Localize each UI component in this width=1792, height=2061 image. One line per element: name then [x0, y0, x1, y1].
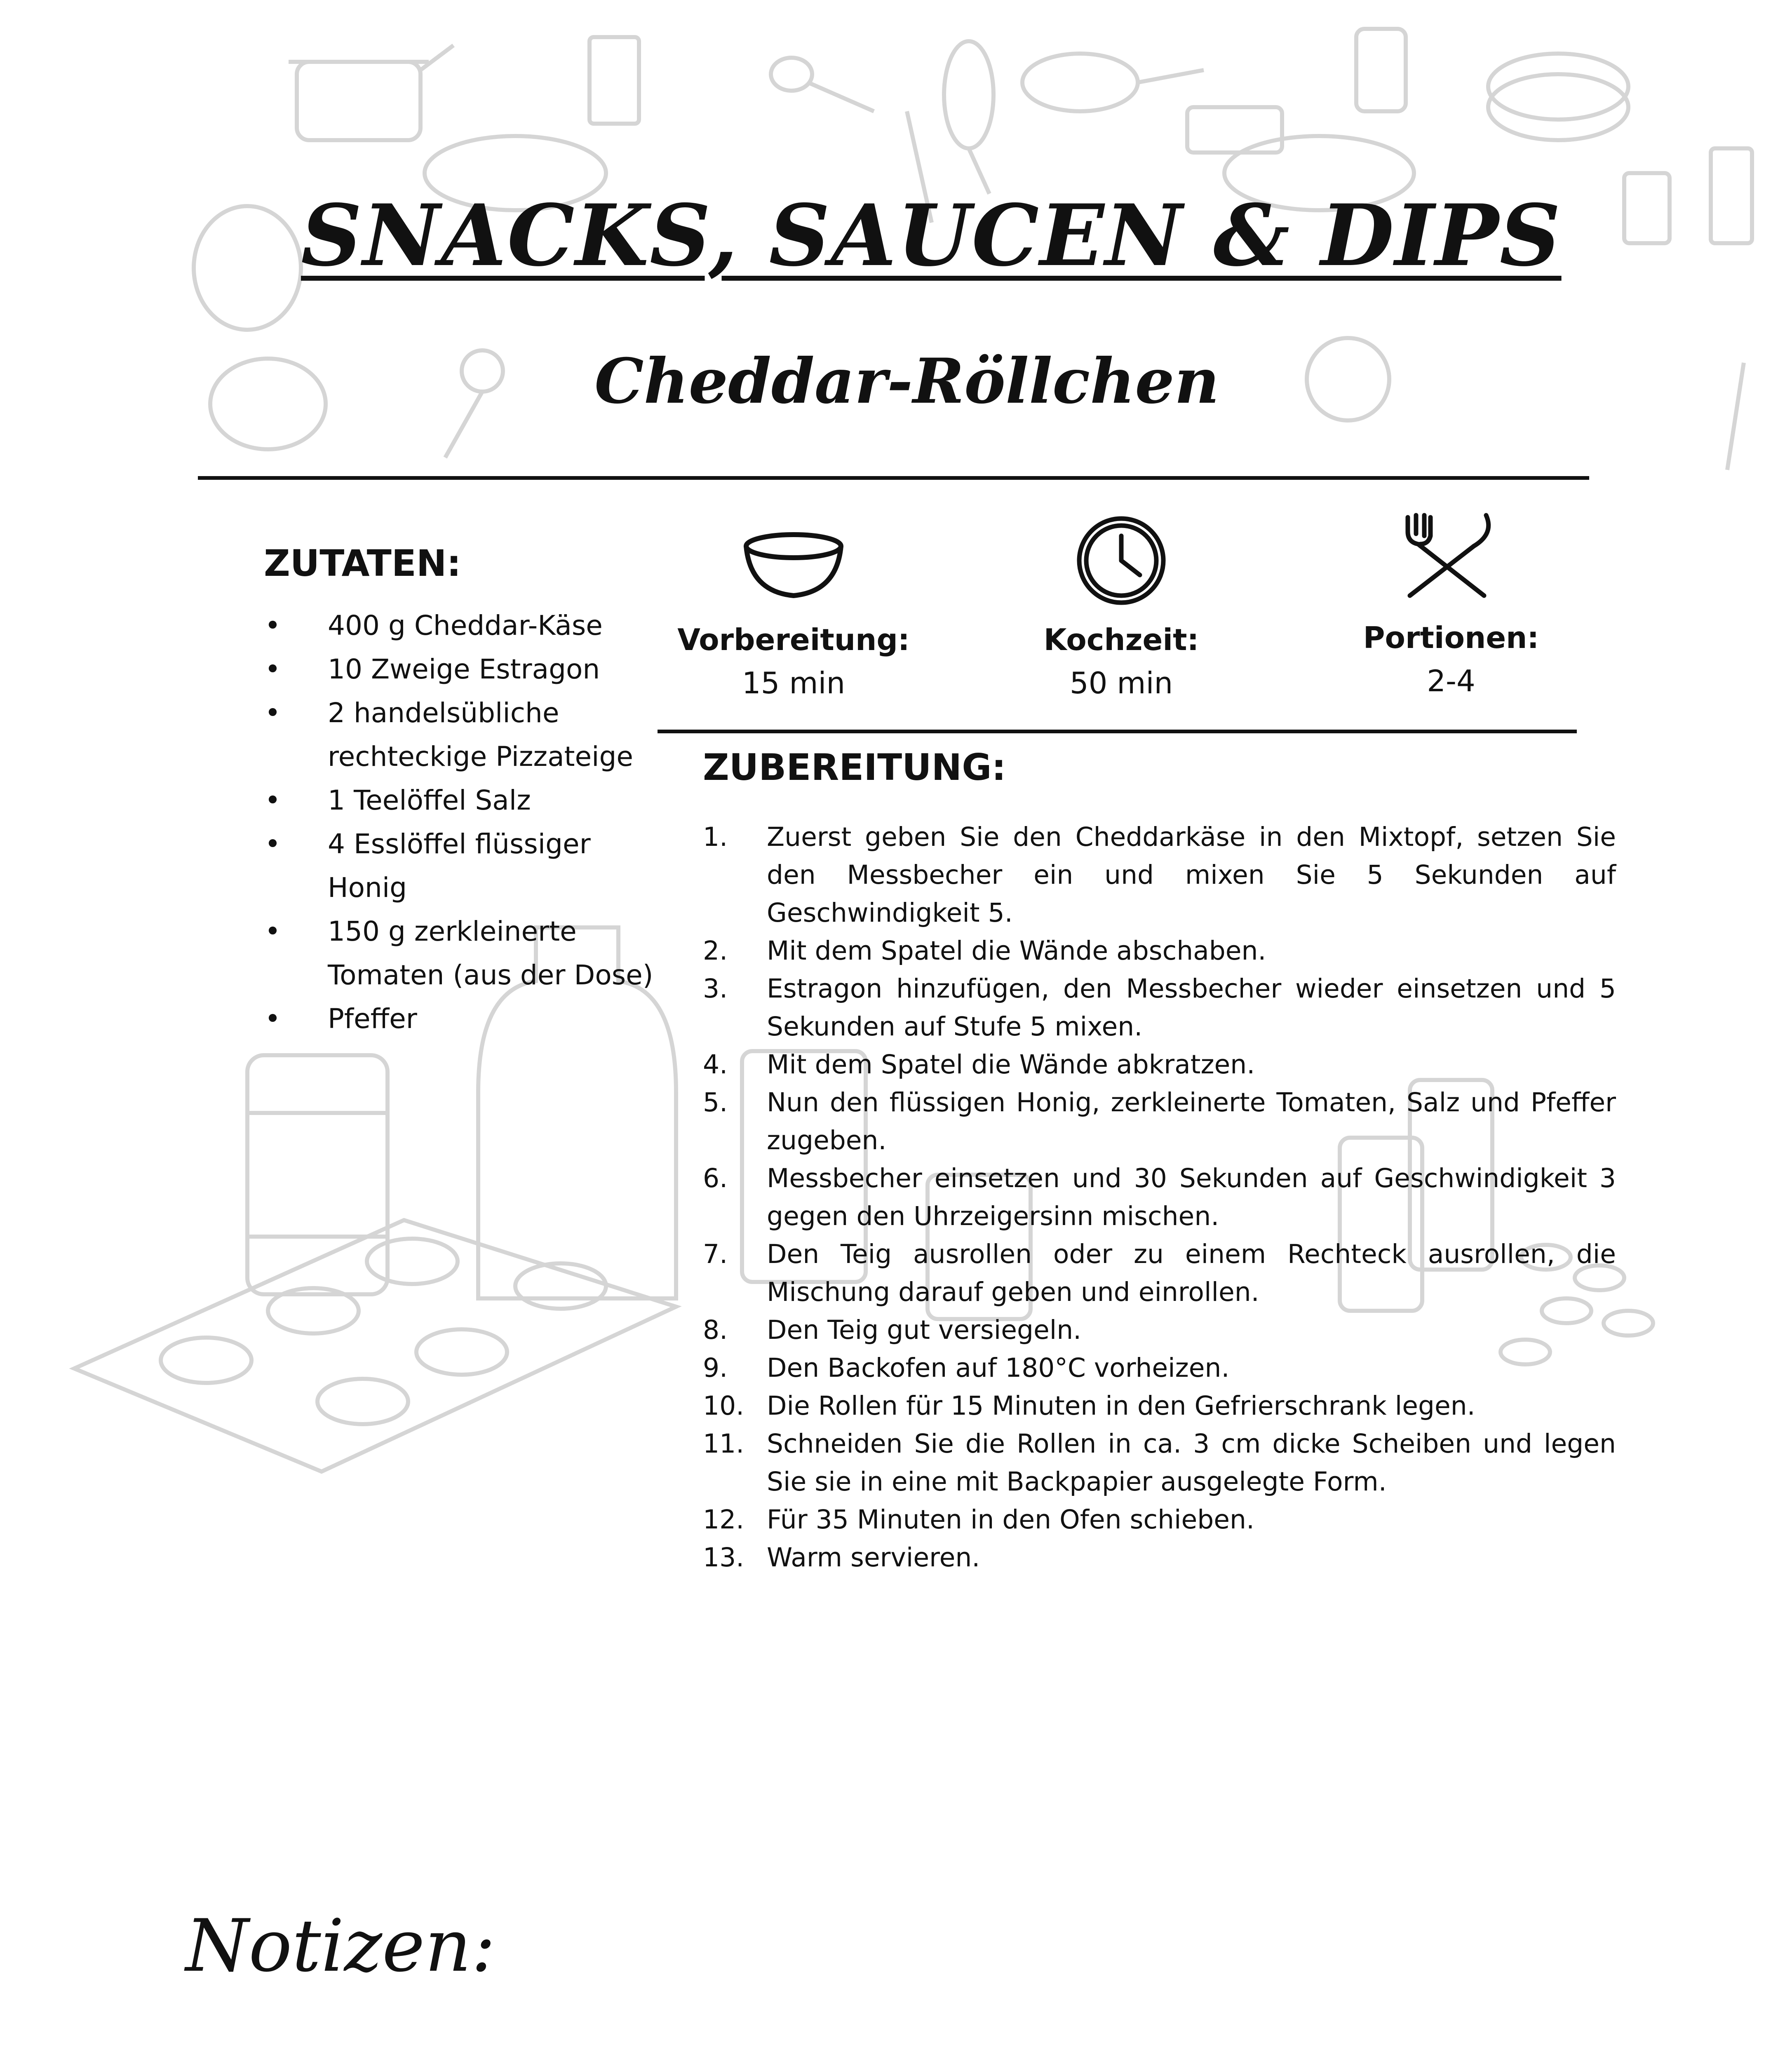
- step-text: Messbecher einsetzen und 30 Sekunden auf Geschwindigkeit 3 gegen den Uhrzeigersinn mischen.: [767, 1163, 1616, 1231]
- step-text: Den Teig gut versiegeln.: [767, 1315, 1082, 1345]
- step-number: 11.: [703, 1429, 745, 1459]
- step-item: [703, 1539, 1616, 1577]
- board-icon: [1187, 107, 1282, 153]
- title-divider: [198, 476, 1589, 480]
- recipe-title: Cheddar-Röllchen: [594, 345, 1219, 418]
- whisk-icon: [944, 41, 993, 194]
- step-item: [703, 818, 1616, 932]
- step-number: 4.: [703, 1049, 728, 1080]
- spoon-icon: [771, 58, 874, 111]
- cook-label: Kochzeit:: [1043, 622, 1199, 657]
- ingredient-item: • Pfeffer: [264, 997, 655, 1041]
- scale-icon: [1624, 173, 1670, 243]
- step-text: Zuerst geben Sie den Cheddarkäse in den Mixtopf, setzen Sie den Messbecher ein und mixen Sie 5 Sekunden auf Geschwindigkeit 5.: [767, 822, 1616, 928]
- kettle-icon: [194, 206, 301, 330]
- grater-icon: [1711, 148, 1752, 243]
- fork-sketch-icon: [1727, 363, 1744, 470]
- step-item: [703, 1046, 1616, 1084]
- step-text: Für 35 Minuten in den Ofen schieben.: [767, 1505, 1254, 1535]
- step-text: Warm servieren.: [767, 1542, 980, 1573]
- step-number: 9.: [703, 1353, 728, 1383]
- step-number: 8.: [703, 1315, 728, 1345]
- prep-label: Vorbereitung:: [677, 622, 910, 657]
- step-number: 10.: [703, 1391, 745, 1421]
- step-number: 6.: [703, 1163, 728, 1193]
- step-number: 5.: [703, 1087, 728, 1117]
- fork-knife-icon: [1400, 509, 1494, 604]
- portions-value: 2-4: [1427, 664, 1475, 698]
- pot-icon: [289, 45, 453, 140]
- ingredient-item: • 4 Esslöffel flüssiger Honig: [264, 822, 655, 910]
- step-number: 2.: [703, 936, 728, 966]
- step-item: [703, 1160, 1616, 1235]
- step-number: 13.: [703, 1542, 745, 1573]
- step-item: [703, 1349, 1616, 1387]
- ingredient-item: • 150 g zerkleinerte Tomaten (aus der Dose): [264, 910, 655, 997]
- pan-icon: [1022, 54, 1204, 111]
- ingredient-item: • 1 Teelöffel Salz: [264, 779, 655, 822]
- ingredient-item: • 2 handelsübliche rechteckige Pizzateige: [264, 691, 655, 779]
- step-text: Mit dem Spatel die Wände abschaben.: [767, 936, 1266, 966]
- ingredients-list: [264, 604, 655, 1041]
- muffin-tray-icon: [74, 1220, 676, 1472]
- step-number: 1.: [703, 822, 728, 852]
- preparation-steps: [703, 818, 1616, 1577]
- step-item: [703, 1311, 1616, 1349]
- step-text: Den Backofen auf 180°C vorheizen.: [767, 1353, 1230, 1383]
- clock-icon: [1074, 513, 1169, 608]
- ingredient-item: • 400 g Cheddar-Käse: [264, 604, 655, 648]
- step-item: [703, 1501, 1616, 1539]
- step-text: Nun den flüssigen Honig, zerkleinerte Tomaten, Salz und Pfeffer zugeben.: [767, 1087, 1616, 1155]
- bowl-icon: [742, 530, 845, 604]
- step-number: 12.: [703, 1505, 745, 1535]
- section-title: SNACKS, SAUCEN & DIPS: [301, 186, 1562, 285]
- notes-title: Notizen:: [186, 1904, 496, 1988]
- step-item: [703, 932, 1616, 970]
- portions-label: Portionen:: [1363, 620, 1539, 655]
- step-item: [703, 1387, 1616, 1425]
- step-text: Estragon hinzufügen, den Messbecher wieder einsetzen und 5 Sekunden auf Stufe 5 mixen.: [767, 974, 1616, 1042]
- jug-icon: [1356, 29, 1406, 111]
- step-item: [703, 970, 1616, 1046]
- step-number: 7.: [703, 1239, 728, 1269]
- ingredients-heading: ZUTATEN:: [264, 542, 461, 584]
- step-item: [703, 1235, 1616, 1311]
- step-text: Den Teig ausrollen oder zu einem Rechteck ausrollen, die Mischung darauf geben und einrollen.: [767, 1239, 1616, 1307]
- step-number: 3.: [703, 974, 728, 1004]
- step-item: [703, 1425, 1616, 1501]
- prep-value: 15 min: [742, 666, 846, 700]
- glass-icon: [590, 37, 639, 124]
- info-divider: [658, 730, 1577, 733]
- preparation-heading: ZUBEREITUNG:: [703, 746, 1006, 789]
- ingredient-item: • 10 Zweige Estragon: [264, 648, 655, 691]
- step-text: Die Rollen für 15 Minuten in den Gefrierschrank legen.: [767, 1391, 1475, 1421]
- step-item: [703, 1084, 1616, 1160]
- ladle-icon: [445, 350, 503, 458]
- cake-tin-icon: [1488, 54, 1628, 140]
- step-text: Schneiden Sie die Rollen in ca. 3 cm dicke Scheiben und legen Sie sie in eine mit Backpapier ausgelegte Form.: [767, 1429, 1616, 1497]
- step-text: Mit dem Spatel die Wände abkratzen.: [767, 1049, 1255, 1080]
- cook-value: 50 min: [1069, 666, 1173, 700]
